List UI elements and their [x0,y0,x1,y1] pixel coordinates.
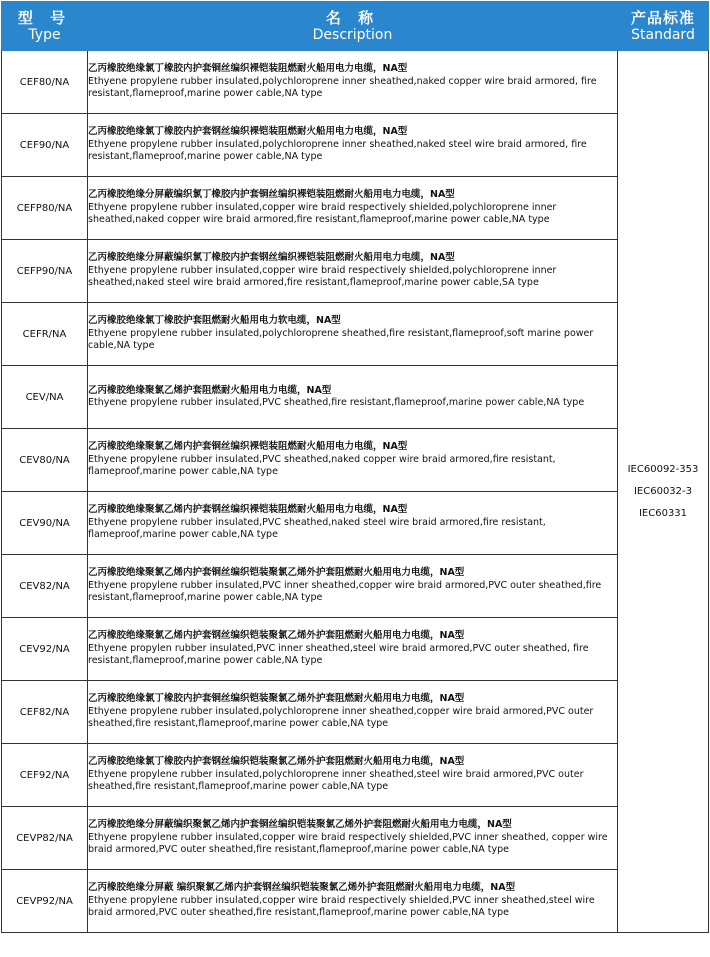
table-row [2,618,709,681]
cable-description [88,870,618,933]
description-en: Ethyene propylene rubber insulated,polychloroprene inner sheathed,steel wire braid armored,PVC outer sheathed,fire resistant,flameproof,marine power cable,NA type [88,768,584,793]
description-en: Ethyene propylene rubber insulated,copper wire braid respectively shielded,polychloroprene inner sheathed,naked steel wire braid armored,fire resistant,flameproof,marine power cable,SA type [88,264,557,289]
header-standard-en: Standard [631,27,695,43]
table-row [2,240,709,303]
cable-type: CEF90/NA [2,114,88,177]
header-description-en: Description [312,27,393,43]
description-zh: 乙丙橡胶绝缘氯丁橡胶内护套钢丝编织裸铠装阻燃耐火船用电力电缆，NA型 [88,126,408,138]
table-row [2,744,709,807]
description-en: Ethyene propylen rubber insulated,PVC inner sheathed,steel wire braid armored,PVC outer sheathed, fire resistant,flameproof,marine power cable,NA type [88,642,589,667]
description-zh: 乙丙橡胶绝缘氯丁橡胶内护套铜丝编织铠装聚氯乙烯外护套阻燃耐火船用电力电缆，NA型 [88,693,465,705]
description-zh: 乙丙橡胶绝缘聚氯乙烯护套阻燃耐火船用电力电缆，NA型 [88,384,332,396]
table-header-row [2,2,709,51]
header-type-zh: 型 号 [17,9,72,27]
cable-type: CEV92/NA [2,618,88,681]
table-row [2,429,709,492]
cable-description [88,240,618,303]
cable-type: CEV/NA [2,366,88,429]
cable-type: CEV82/NA [2,555,88,618]
description-en: Ethyene propylene rubber insulated,copper wire braid respectively shielded,PVC inner sheathed,steel wire braid armored,PVC outer sheathed,fire resistant,flameproof,marine power cable,NA type [88,894,595,919]
table-row [2,303,709,366]
description-zh: 乙丙橡胶绝缘氯丁橡胶内护套钢丝编织铠装聚氯乙烯外护套阻燃耐火船用电力电缆，NA型 [88,756,465,768]
description-zh: 乙丙橡胶绝缘分屏蔽 编织聚氯乙烯内护套钢丝编织铠装聚氯乙烯外护套阻燃耐火船用电力电缆，NA型 [88,882,516,894]
cable-type: CEVP92/NA [2,870,88,933]
cable-type: CEV90/NA [2,492,88,555]
cable-description [88,744,618,807]
description-en: Ethyene propylene rubber insulated,polychloroprene inner sheathed,copper wire braid armored,PVC outer sheathed,fire resistant,flameproof,marine power cable,NA type [88,705,594,730]
cable-type: CEFP90/NA [2,240,88,303]
cable-description [88,492,618,555]
description-zh: 乙丙橡胶绝缘分屏蔽编织氯丁橡胶内护套铜丝编织裸铠装阻燃耐火船用电力电缆，NA型 [88,189,455,201]
table-row [2,807,709,870]
description-en: Ethyene propylene rubber insulated,polychloroprene inner sheathed,naked steel wire braid armored, fire resistant,flameproof,marine power cable,NA type [88,138,587,163]
standard-item: IEC60331 [638,507,688,519]
cable-description [88,618,618,681]
description-zh: 乙丙橡胶绝缘氯丁橡胶内护套铜丝编织裸铠装阻燃耐火船用电力电缆，NA型 [88,63,408,75]
table-row [2,681,709,744]
description-en: Ethyene propylene rubber insulated,PVC inner sheathed,copper wire braid armored,PVC outer sheathed,fire resistant,flameproof,marine power cable,NA type [88,579,602,604]
cable-type: CEF92/NA [2,744,88,807]
table-row [2,555,709,618]
cable-description [88,366,618,429]
cable-type: CEFR/NA [2,303,88,366]
cable-type: CEF80/NA [2,51,88,114]
description-en: Ethyene propylene rubber insulated,polychloroprene sheathed,fire resistant,flameproof,soft marine power cable,NA type [88,327,594,352]
description-en: Ethyene propylene rubber insulated,PVC sheathed,naked copper wire braid armored,fire resistant, flameproof,marine power cable,NA type [88,453,556,478]
header-standard-zh: 产品标准 [630,9,695,27]
table-row [2,114,709,177]
description-zh: 乙丙橡胶绝缘聚氯乙烯内护套钢丝编织铠装聚氯乙烯外护套阻燃耐火船用电力电缆，NA型 [88,630,465,642]
standard-cell [618,51,709,933]
description-en: Ethyene propylene rubber insulated,copper wire braid respectively shielded,PVC inner sheathed, copper wire braid armored,PVC outer sheathed,fire resistant,flameproof,marine power cable,NA type [88,831,608,856]
cable-description [88,681,618,744]
header-description [88,2,618,51]
cable-description [88,51,618,114]
cable-type: CEVP82/NA [2,807,88,870]
table-row [2,177,709,240]
cable-type: CEF82/NA [2,681,88,744]
cable-description [88,114,618,177]
product-spec-table [1,1,709,933]
description-zh: 乙丙橡胶绝缘聚氯乙烯内护套铜丝编织铠装聚氯乙烯外护套阻燃耐火船用电力电缆，NA型 [88,567,465,579]
header-standard [618,2,709,51]
standard-item: IEC60092-353 [627,463,699,475]
table-row [2,492,709,555]
header-description-zh: 名 称 [325,9,380,27]
description-zh: 乙丙橡胶绝缘聚氯乙烯内护套铜丝编织裸铠装阻燃耐火船用电力电缆，NA型 [88,441,408,453]
description-zh: 乙丙橡胶绝缘聚氯乙烯内护套钢丝编织裸铠装阻燃耐火船用电力电缆，NA型 [88,504,408,516]
description-zh: 乙丙橡胶绝缘分屏蔽编织氯丁橡胶内护套钢丝编织裸铠装阻燃耐火船用电力电缆，NA型 [88,252,455,264]
standard-item: IEC60032-3 [633,485,693,497]
cable-description [88,303,618,366]
cable-description [88,429,618,492]
cable-description [88,807,618,870]
cable-type: CEV80/NA [2,429,88,492]
description-en: Ethyene propylene rubber insulated,copper wire braid respectively shielded,polychloroprene inner sheathed,naked copper wire braid armored,fire resistant,flameproof,marine power cable,NA type [88,201,557,226]
description-en: Ethyene propylene rubber insulated,polychloroprene inner sheathed,naked copper wire braid armored, fire resistant,flameproof,marine power cable,NA type [88,75,597,100]
table-row [2,51,709,114]
table-row [2,870,709,933]
table-body [2,51,709,933]
cable-description [88,177,618,240]
header-type [2,2,88,51]
header-type-en: Type [28,27,61,43]
cable-description [88,555,618,618]
description-en: Ethyene propylene rubber insulated,PVC sheathed,naked steel wire braid armored,fire resistant, flameproof,marine power cable,NA type [88,516,546,541]
cable-type: CEFP80/NA [2,177,88,240]
description-zh: 乙丙橡胶绝缘分屏蔽编织聚氯乙烯内护套铜丝编织铠装聚氯乙烯外护套阻燃耐火船用电力电缆，NA型 [88,819,512,831]
description-en: Ethyene propylene rubber insulated,PVC sheathed,fire resistant,flameproof,marine power cable,NA type [88,397,585,408]
table-row [2,366,709,429]
description-zh: 乙丙橡胶绝缘氯丁橡胶护套阻燃耐火船用电力软电缆，NA型 [88,315,341,327]
